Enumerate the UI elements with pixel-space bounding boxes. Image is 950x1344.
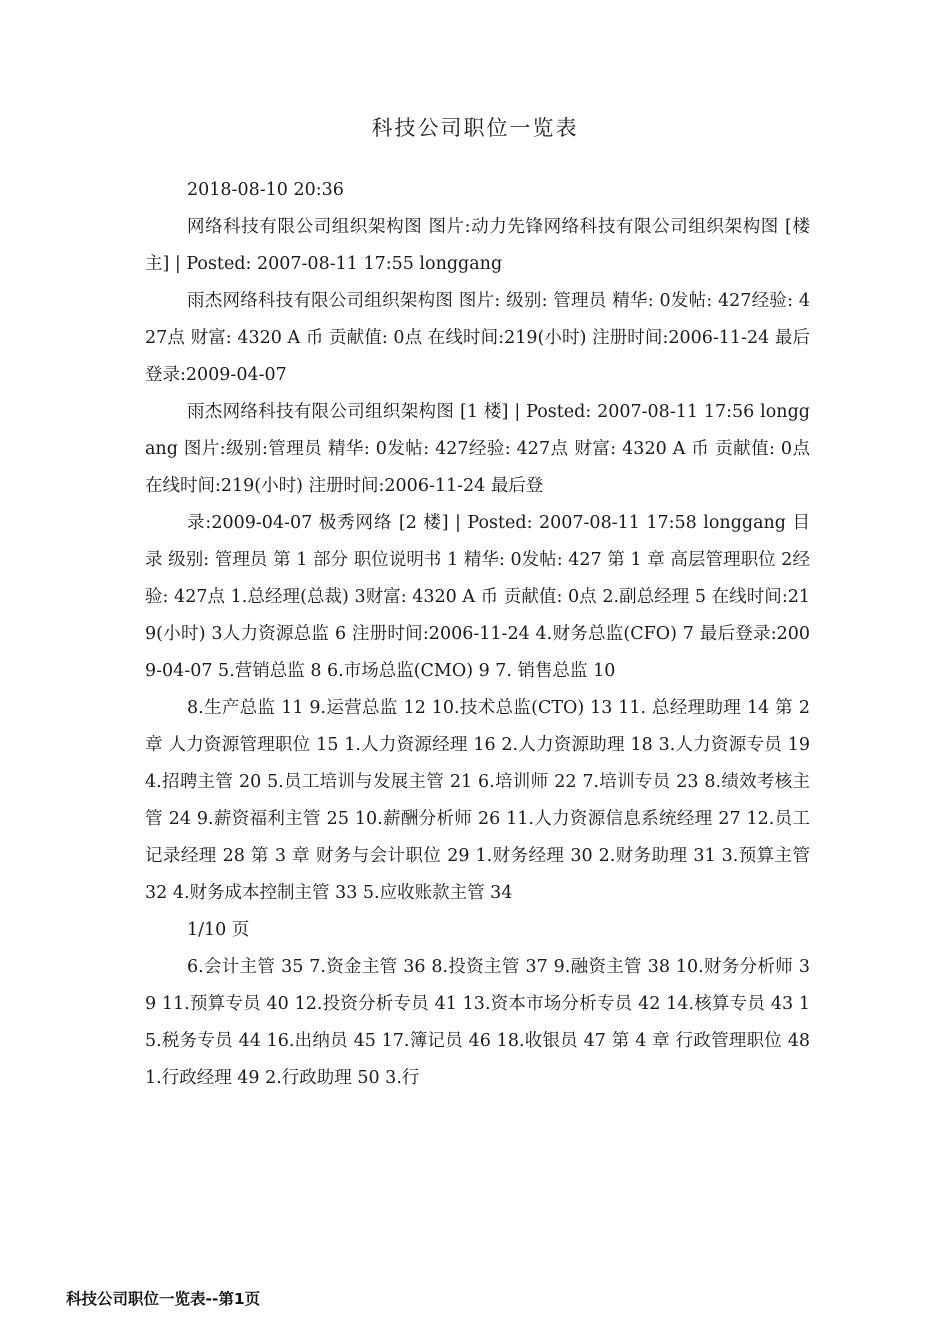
page-indicator: 1/10 页 xyxy=(187,920,250,940)
paragraph: 雨杰网络科技有限公司组织架构图 [1 楼] | Posted: 2007-08-11 17:56 longgang 图片:级别:管理员 精华: 0发帖: 427经验: 427点 财富: 4320 A 币 贡献值: 0点 在线时间:219(小时) 注册时间:2006-11-24 最后登 xyxy=(145,402,810,496)
document-title: 科技公司职位一览表 xyxy=(371,116,579,140)
document-body xyxy=(145,172,810,1097)
paragraph: 雨杰网络科技有限公司组织架构图 图片: 级别: 管理员 精华: 0发帖: 427经验: 427点 财富: 4320 A 币 贡献值: 0点 在线时间:219(小时) 注册时间:2006-11-24 最后登录:2009-04-07 xyxy=(145,291,810,385)
paragraph: 6.会计主管 35 7.资金主管 36 8.投资主管 37 9.融资主管 38 10.财务分析师 39 11.预算专员 40 12.投资分析专员 41 13.资本市场分析专员 42 14.核算专员 43 15.税务专员 44 16.出纳员 45 17.簿记员 46 18.收银员 47 第 4 章 行政管理职位 48 1.行政经理 49 2.行政助理 50 3.行 xyxy=(145,957,810,1088)
paragraph: 网络科技有限公司组织架构图 图片:动力先锋网络科技有限公司组织架构图 [楼 主] | Posted: 2007-08-11 17:55 longgang xyxy=(145,217,810,274)
paragraph-date: 2018-08-10 20:36 xyxy=(187,180,344,200)
page-footer: 科技公司职位一览表--第1页 xyxy=(66,1290,261,1308)
paragraph: 录:2009-04-07 极秀网络 [2 楼] | Posted: 2007-08-11 17:58 longgang 目 录 级别: 管理员 第 1 部分 职位说明书 1 精华: 0发帖: 427 第 1 章 高层管理职位 2经验: 427点 1.总经理(总裁) 3财富: 4320 A 币 贡献值: 0点 2.副总经理 5 在线时间:219(小时) 3人力资源总监 6 注册时间:2006-11-24 4.财务总监(CFO) 7 最后登录:2009-04-07 5.营销总监 8 6.市场总监(CMO) 9 7. 销售总监 10 xyxy=(145,513,810,681)
paragraph: 8.生产总监 11 9.运营总监 12 10.技术总监(CTO) 13 11. 总经理助理 14 第 2 章 人力资源管理职位 15 1.人力资源经理 16 2.人力资源助理 18 3.人力资源专员 19 4.招聘主管 20 5.员工培训与发展主管 21 6.培训师 22 7.培训专员 23 8.绩效考核主管 24 9.薪资福利主管 25 10.薪酬分析师 26 11.人力资源信息系统经理 27 12.员工记录经理 28 第 3 章 财务与会计职位 29 1.财务经理 30 2.财务助理 31 3.预算主管 32 4.财务成本控制主管 33 5.应收账款主管 34 xyxy=(145,698,810,903)
